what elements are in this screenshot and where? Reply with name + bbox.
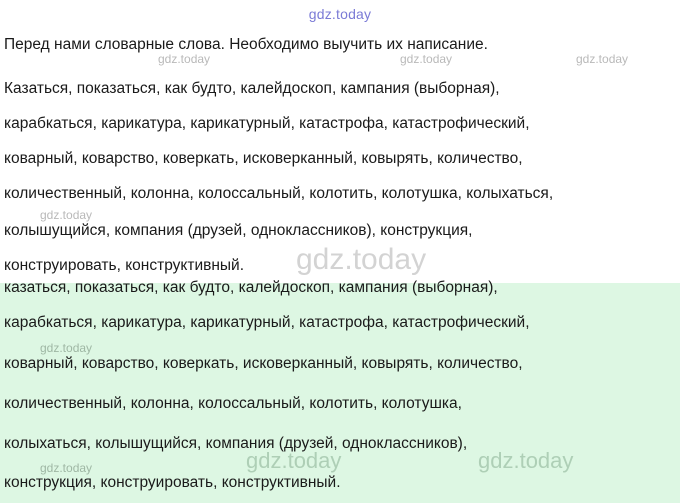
answer-block-white	[0, 30, 680, 283]
watermark: gdz.today	[576, 52, 629, 66]
answer-line: коварный, коварство, коверкать, исковерканный, ковырять, количество,	[4, 150, 523, 167]
watermark: gdz.today	[40, 208, 93, 222]
watermark: gdz.today	[400, 52, 453, 66]
answer-line: коварный, коварство, коверкать, исковерканный, ковырять, количество,	[4, 355, 523, 372]
answer-line: Перед нами словарные слова. Необходимо выучить их написание.	[4, 36, 488, 53]
answer-line: колышущийся, компания (друзей, одноклассников), конструкция,	[4, 222, 473, 239]
watermark: gdz.today	[158, 52, 211, 66]
watermark-large: gdz.today	[296, 243, 427, 276]
answer-block-green	[0, 279, 680, 503]
answer-line: казаться, показаться, как будто, калейдоскоп, кампания (выборная),	[4, 279, 498, 296]
watermark: gdz.today	[40, 461, 93, 475]
answer-line: карабкаться, карикатура, карикатурный, катастрофа, катастрофический,	[4, 314, 530, 331]
watermark-large: gdz.today	[478, 448, 574, 473]
answer-line: Казаться, показаться, как будто, калейдоскоп, кампания (выборная),	[4, 80, 500, 97]
watermark: gdz.today	[40, 341, 93, 355]
answer-line: карабкаться, карикатура, карикатурный, катастрофа, катастрофический,	[4, 115, 530, 132]
site-logo: gdz.today	[308, 6, 372, 22]
answer-line: колыхаться, колышущийся, компания (друзей, одноклассников),	[4, 435, 468, 452]
answer-line: количественный, колонна, колоссальный, колотить, колотушка,	[4, 395, 462, 412]
answer-line: количественный, колонна, колоссальный, колотить, колотушка, колыхаться,	[4, 185, 554, 202]
watermark-large: gdz.today	[246, 448, 342, 473]
answer-line: конструировать, конструктивный.	[4, 257, 245, 274]
answer-line: конструкция, конструировать, конструктивный.	[4, 474, 341, 491]
